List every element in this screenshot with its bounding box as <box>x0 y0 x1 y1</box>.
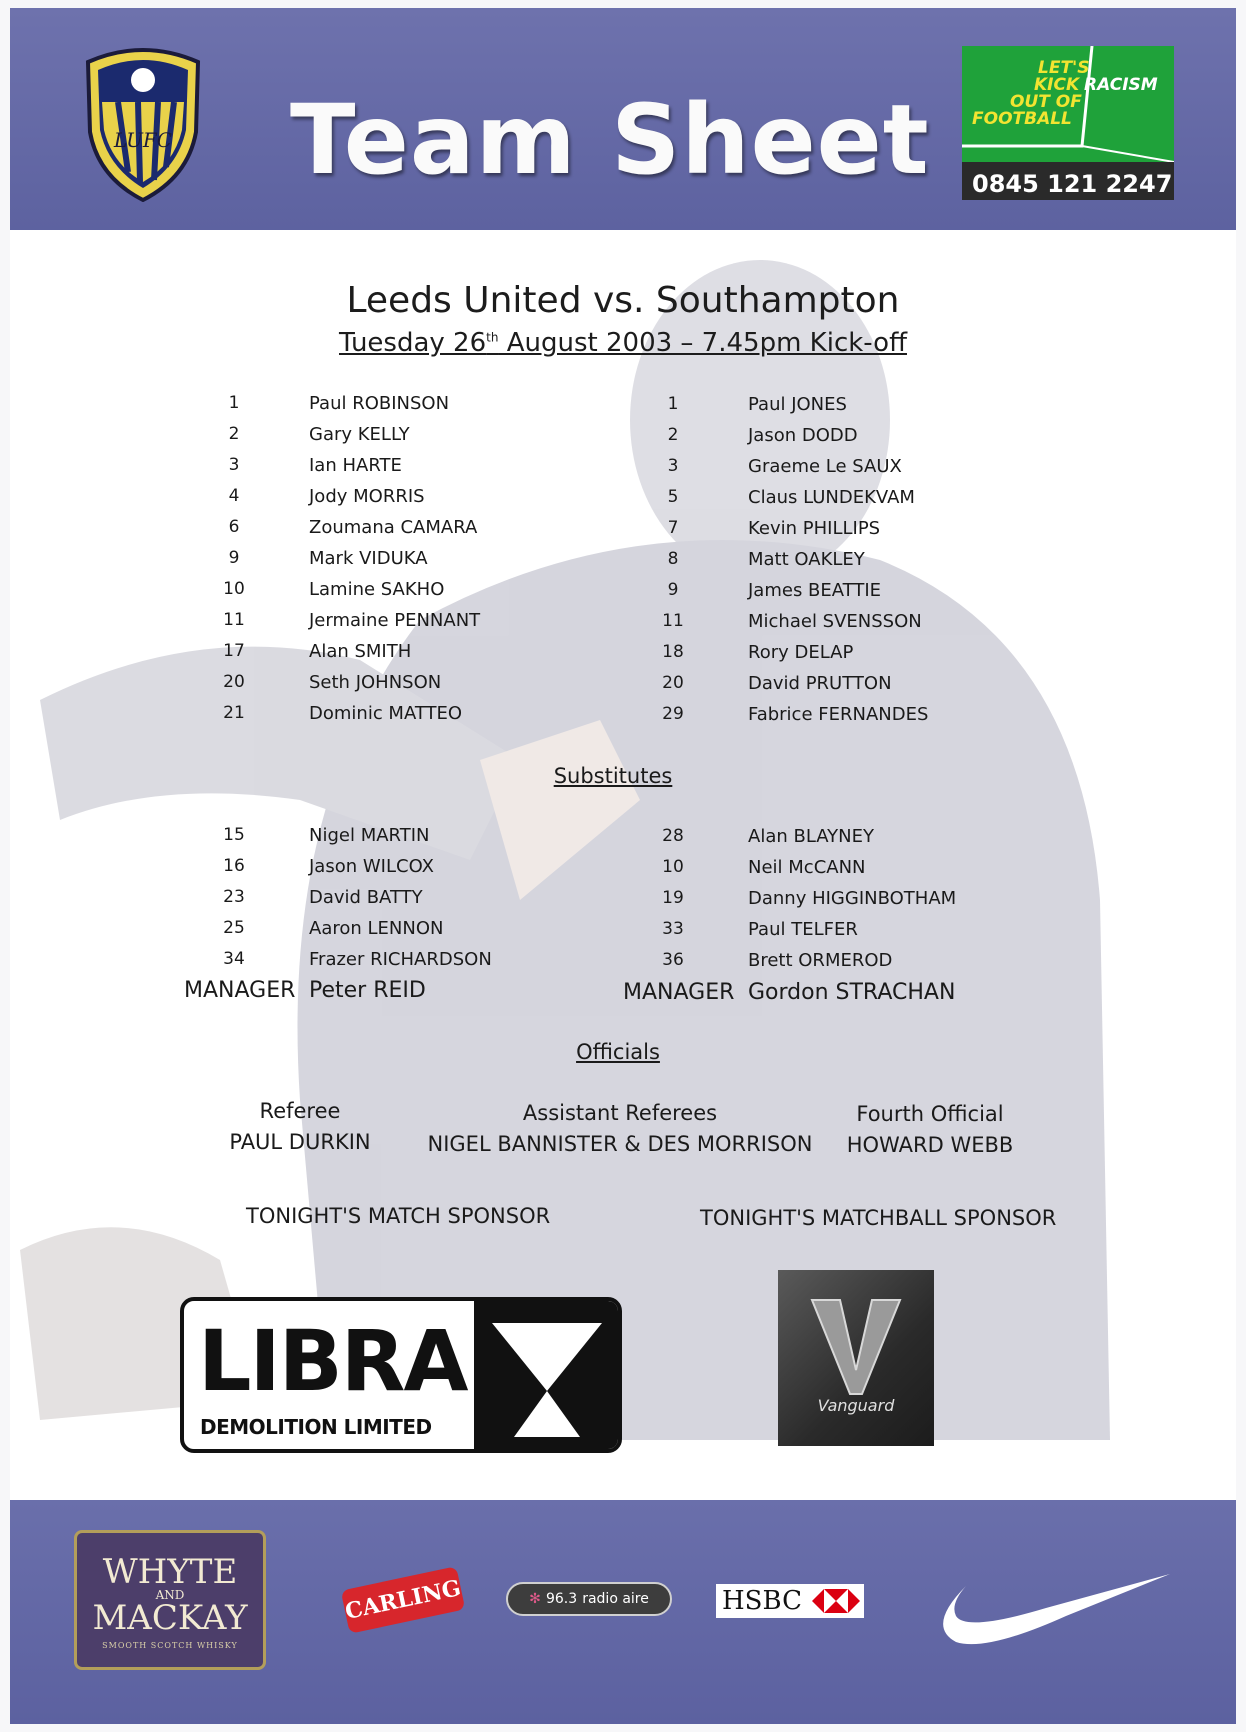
player-number: 15 <box>223 825 245 845</box>
player-number: 1 <box>228 393 240 413</box>
vanguard-wordmark: Vanguard <box>817 1396 895 1415</box>
assistant-referees-label: Assistant Referees <box>522 1101 718 1125</box>
player-name: Brett ORMEROD <box>748 950 893 971</box>
player-name: David PRUTTON <box>748 673 892 694</box>
player-number: 3 <box>228 455 240 475</box>
hsbc-logo <box>716 1584 864 1618</box>
player-number: 11 <box>662 611 684 631</box>
campaign-line-2: KICK <box>1034 75 1080 95</box>
player-name: Dominic MATTEO <box>309 703 463 724</box>
libra-logo <box>180 1297 622 1453</box>
substitutes-heading: Substitutes <box>553 764 673 788</box>
libra-hourglass-icon <box>474 1301 622 1449</box>
whisky-tagline: SMOOTH SCOTCH WHISKY <box>102 1641 238 1650</box>
player-number: 6 <box>228 517 240 537</box>
player-number: 29 <box>662 704 684 724</box>
player-name: Jason DODD <box>748 425 858 446</box>
player-number: 8 <box>667 549 679 569</box>
mackay-word: MACKAY <box>92 1598 248 1638</box>
player-name: Neil McCANN <box>748 857 866 878</box>
nike-swoosh-icon <box>926 1556 1174 1648</box>
player-name: Alan SMITH <box>309 641 412 662</box>
campaign-line-4: FOOTBALL <box>972 109 1072 129</box>
hsbc-word: HSBC <box>722 1586 802 1616</box>
leeds-crest-icon <box>78 42 208 202</box>
player-number: 25 <box>223 918 245 938</box>
player-name: Jody MORRIS <box>309 486 425 507</box>
player-name: Paul JONES <box>748 394 847 415</box>
player-number: 36 <box>662 950 684 970</box>
campaign-line-3: OUT OF <box>1010 92 1082 112</box>
crest-letters: LUFC <box>113 128 173 152</box>
player-name: Kevin PHILLIPS <box>748 518 881 539</box>
player-number: 1 <box>667 394 679 414</box>
fourth-official-name: HOWARD WEBB <box>846 1133 1014 1157</box>
radio-frequency: 96.3 <box>545 1591 578 1607</box>
libra-subtitle: DEMOLITION LIMITED <box>200 1415 432 1439</box>
vanguard-v-icon <box>778 1270 934 1446</box>
page <box>10 8 1236 1724</box>
player-number: 11 <box>223 610 245 630</box>
match-sponsor-label: TONIGHT'S MATCH SPONSOR <box>246 1204 551 1228</box>
player-number: 21 <box>223 703 245 723</box>
player-name: Jason WILCOX <box>309 856 434 877</box>
and-word: AND <box>155 1588 185 1602</box>
campaign-line-1: LET'S <box>1038 58 1090 78</box>
player-name: Matt OAKLEY <box>748 549 865 570</box>
player-number: 18 <box>662 642 684 662</box>
match-date-rest: August 2003 – 7.45pm Kick-off <box>498 328 907 358</box>
player-number: 4 <box>228 486 240 506</box>
player-number: 10 <box>223 579 245 599</box>
player-number: 9 <box>667 580 679 600</box>
radio-name: radio aire <box>582 1591 649 1607</box>
home-manager-label: MANAGER <box>184 978 296 1003</box>
away-manager-name: Gordon STRACHAN <box>748 980 956 1005</box>
kick-racism-logo <box>962 46 1174 200</box>
assistant-referees-block <box>410 1098 830 1160</box>
referee-name: PAUL DURKIN <box>229 1130 371 1154</box>
player-name: Jermaine PENNANT <box>309 610 481 631</box>
player-name: Danny HIGGINBOTHAM <box>748 888 957 909</box>
player-name: Graeme Le SAUX <box>748 456 902 477</box>
assistant-referees-names: NIGEL BANNISTER & DES MORRISON <box>427 1132 813 1156</box>
player-number: 20 <box>223 672 245 692</box>
player-number: 9 <box>228 548 240 568</box>
player-name: Frazer RICHARDSON <box>309 949 492 970</box>
player-number: 23 <box>223 887 245 907</box>
referee-label: Referee <box>259 1099 341 1123</box>
away-manager-label: MANAGER <box>623 980 735 1005</box>
player-name: Claus LUNDEKVAM <box>748 487 915 508</box>
player-number: 2 <box>228 424 240 444</box>
player-name: Rory DELAP <box>748 642 854 663</box>
matchball-sponsor-label: TONIGHT'S MATCHBALL SPONSOR <box>700 1206 1057 1230</box>
referee-block <box>200 1096 400 1158</box>
player-number: 10 <box>662 857 684 877</box>
player-name: Ian HARTE <box>309 455 402 476</box>
fourth-official-block <box>830 1099 1030 1161</box>
player-name: James BEATTIE <box>748 580 882 601</box>
campaign-phone: 0845 121 2247 <box>972 170 1173 198</box>
player-number: 28 <box>662 826 684 846</box>
player-name: Michael SVENSSON <box>748 611 922 632</box>
player-name: Paul ROBINSON <box>309 393 450 414</box>
player-number: 19 <box>662 888 684 908</box>
player-number: 7 <box>667 518 679 538</box>
player-name: Zoumana CAMARA <box>309 517 478 538</box>
match-title: Leeds United vs. Southampton <box>346 280 900 321</box>
whyte-mackay-logo <box>74 1530 266 1670</box>
player-number: 3 <box>667 456 679 476</box>
radio-aire-logo <box>506 1582 672 1616</box>
player-number: 16 <box>223 856 245 876</box>
whyte-word: WHYTE <box>102 1552 238 1592</box>
player-name: David BATTY <box>309 887 423 908</box>
vanguard-logo <box>778 1270 934 1446</box>
player-name: Gary KELLY <box>309 424 410 445</box>
player-number: 2 <box>667 425 679 445</box>
carling-word: CARLING <box>342 1575 464 1625</box>
player-number: 17 <box>223 641 245 661</box>
player-name: Alan BLAYNEY <box>748 826 875 847</box>
player-number: 20 <box>662 673 684 693</box>
player-name: Mark VIDUKA <box>309 548 428 569</box>
match-date <box>0 328 1246 358</box>
player-number: 5 <box>667 487 679 507</box>
home-manager-name: Peter REID <box>309 978 426 1003</box>
campaign-word: RACISM <box>1084 75 1158 95</box>
player-name: Lamine SAKHO <box>309 579 445 600</box>
player-name: Seth JOHNSON <box>309 672 442 693</box>
player-number: 34 <box>223 949 245 969</box>
match-date-day: Tuesday 26 <box>339 328 487 358</box>
player-name: Paul TELFER <box>748 919 858 940</box>
fourth-official-label: Fourth Official <box>856 1102 1004 1126</box>
libra-wordmark: LIBRA <box>198 1312 467 1410</box>
match-date-suffix: th <box>486 330 499 345</box>
player-name: Nigel MARTIN <box>309 825 430 846</box>
radio-star-icon: ✻ <box>529 1591 541 1607</box>
page-title: Team Sheet <box>290 84 930 196</box>
player-number: 33 <box>662 919 684 939</box>
player-name: Fabrice FERNANDES <box>748 704 929 725</box>
officials-heading: Officials <box>576 1040 660 1064</box>
hsbc-hexagon-icon <box>812 1589 860 1613</box>
player-name: Aaron LENNON <box>309 918 444 939</box>
